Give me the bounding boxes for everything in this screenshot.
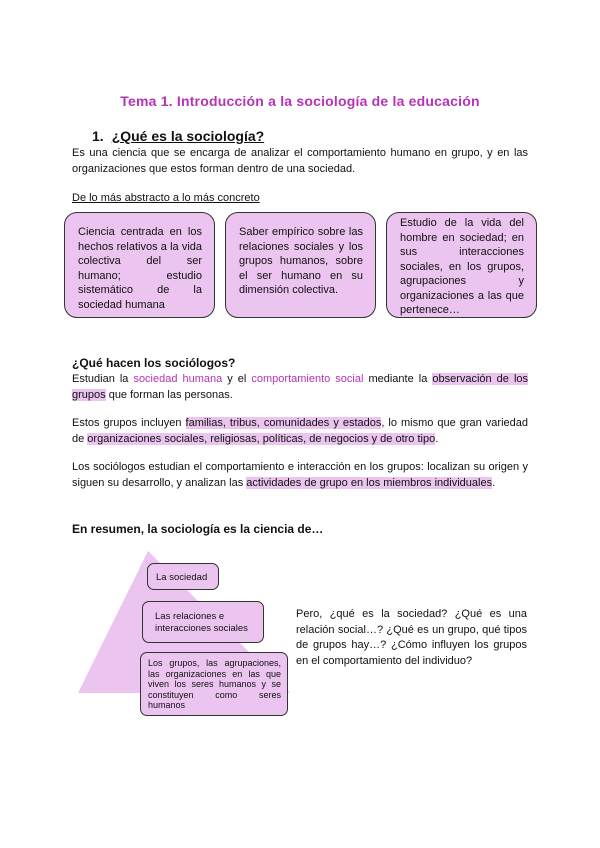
definition-box-2-text: Saber empírico sobre las relaciones sociales y los grupos humanos, sobre el ser humano en su dimensión colectiva. <box>239 226 363 296</box>
highlight-social-behaviour: comportamiento social <box>251 373 364 385</box>
pyramid-level-1-label: La sociedad <box>156 572 208 583</box>
section-number: 1. <box>92 128 104 144</box>
text-run: mediante la <box>363 373 433 385</box>
text-run: y el <box>222 373 252 385</box>
text-run: Estos grupos incluyen <box>72 417 186 429</box>
definition-paragraph: Es una ciencia que se encarga de analizar el comportamiento humano en grupo, y en las organizaciones que estos forman dentro de una sociedad. <box>72 147 528 175</box>
highlight-group-activities: actividades de grupo en los miembros individuales <box>246 476 493 489</box>
section-heading-text: ¿Qué es la sociología? <box>111 128 265 144</box>
abstract-to-concrete-subheading: De lo más abstracto a lo más concreto <box>72 192 260 204</box>
highlight-organizations: organizaciones sociales, religiosas, políticas, de negocios y de otro tipo <box>87 432 436 445</box>
section-heading-what-do-sociologists-do: ¿Qué hacen los sociólogos? <box>72 356 236 370</box>
highlight-group-observation: observación de los grupos <box>72 373 529 401</box>
text-run: que forman las personas. <box>105 388 233 401</box>
text-run: Los sociólogos estudian el comportamiento e interacción en los grupos: localizan su origen y siguen su desarrollo, y analizan las <box>72 461 528 489</box>
closing-questions: Pero, ¿qué es la sociedad? ¿Qué es una relación social…? ¿Qué es un grupo, qué tipos de grupos hay…? ¿Cómo influyen los grupos en el comportamiento del individuo? <box>296 608 527 667</box>
text-run: . <box>492 476 496 489</box>
pyramid-level-2-label: Las relaciones e interacciones sociales <box>155 611 248 634</box>
definition-box-3-text: Estudio de la vida del hombre en sociedad; en sus interacciones sociales, en los grupos, agrupaciones y organizaciones a las que pertenece… <box>400 217 524 316</box>
text-run: . <box>435 432 439 445</box>
pyramid-level-1 <box>147 563 219 590</box>
highlight-society: sociedad humana <box>133 373 223 385</box>
highlight-families: familias, tribus, comunidades y estados <box>185 417 382 429</box>
pyramid-level-2 <box>142 601 264 643</box>
text-run: Estudian la <box>72 373 134 385</box>
page-title: Tema 1. Introducción a la sociología de la educación <box>120 93 480 109</box>
pyramid-level-3-label: Los grupos, las agrupaciones, las organizaciones en las que viven los seres humanos y se constituyen como seres humanos <box>148 658 281 710</box>
definition-box-1-text: Ciencia centrada en los hechos relativos a la vida colectiva del ser humano; estudio sistemático de la sociedad humana <box>78 226 202 311</box>
pyramid-level-3 <box>140 652 288 716</box>
summary-heading: En resumen, la sociología es la ciencia de… <box>72 522 324 536</box>
text-run: , lo mismo que gran variedad de <box>72 417 528 445</box>
